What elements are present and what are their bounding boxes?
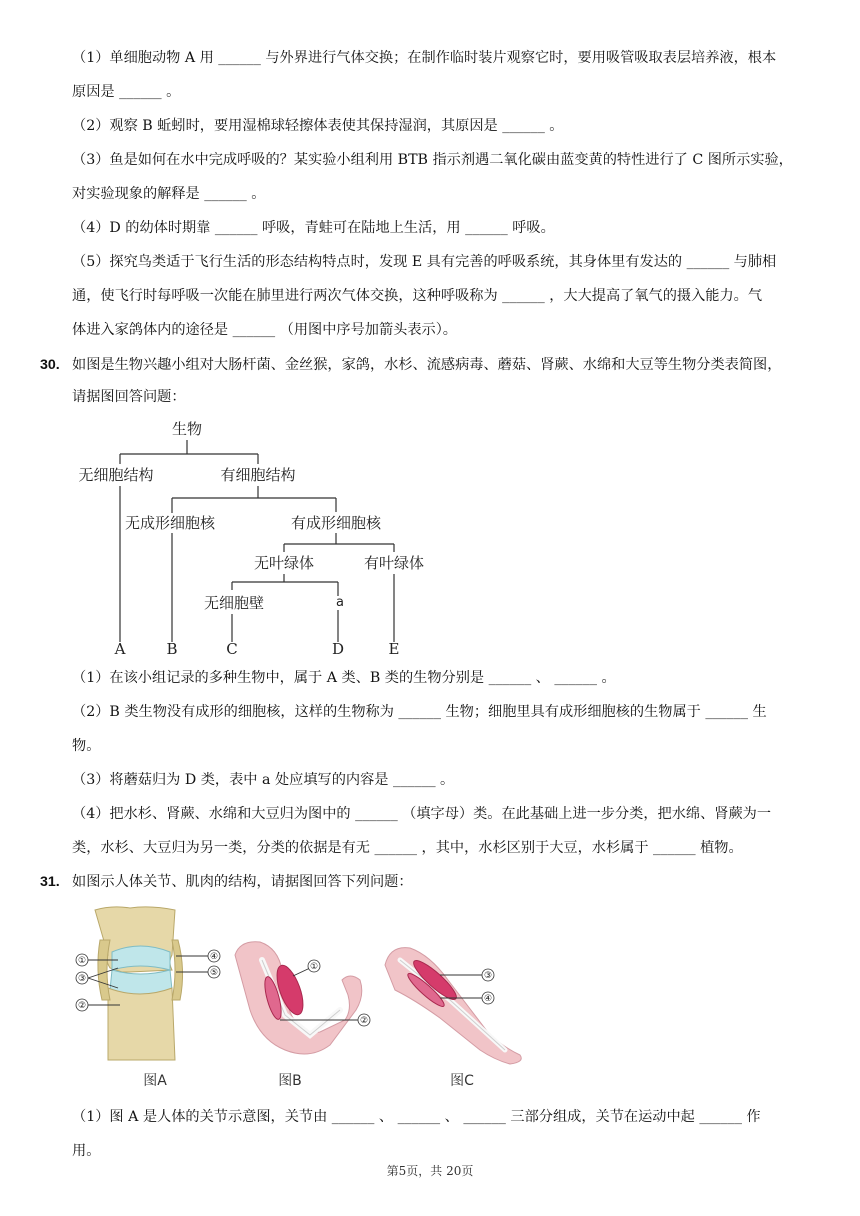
tree-leaf-a: A	[114, 640, 126, 658]
q31-part1-line1: （1）图 A 是人体的关节示意图，关节由 ______ 、 ______ 、 ______ 三部分组成，关节在运动中起 ______ 作	[72, 1109, 761, 1125]
fig-b-label-1: ①	[309, 962, 319, 972]
tree-leaf-e: E	[388, 640, 400, 658]
tree-node-no-nucleus: 无成形细胞核	[124, 514, 216, 532]
classification-tree-diagram	[0, 410, 860, 660]
q31-stem: 如图示人体关节、肌肉的结构，请据图回答下列问题：	[72, 874, 413, 890]
tree-leaf-d: D	[331, 640, 345, 658]
fig-a-label-5: ⑤	[209, 968, 219, 978]
q30-part3: （3）将蘑菇归为 D 类，表中 a 处应填写的内容是 ______ 。	[72, 772, 455, 788]
q30-stem-line2: 请据图回答问题：	[72, 389, 186, 405]
q29-part1-line2: 原因是 ______ 。	[72, 84, 181, 100]
fig-a-label-2: ②	[77, 1001, 87, 1011]
tree-node-a: a	[336, 595, 344, 610]
q29-part3-line1: （3）鱼是如何在水中完成呼吸的？某实验小组利用 BTB 指示剂遇二氧化碳由蓝变黄的特性进行了 C 图所示实验，	[72, 152, 793, 168]
fig-c-label-4: ④	[483, 994, 493, 1004]
fig-c-label-3: ③	[483, 971, 493, 981]
q31-part1-line2: 用。	[72, 1143, 101, 1159]
joint-muscle-figures	[0, 900, 860, 1095]
q29-part5-line1: （5）探究鸟类适于飞行生活的形态结构特点时，发现 E 具有完善的呼吸系统，其身体里有发达的 ______ 与肺相	[72, 254, 777, 270]
fig-a-label-4: ④	[209, 952, 219, 962]
tree-node-no-chloroplast: 无叶绿体	[253, 554, 315, 572]
q29-part4: （4）D 的幼体时期靠 ______ 呼吸，青蛙可在陆地上生活，用 ______ 呼吸。	[72, 220, 555, 236]
tree-node-has-cell-structure: 有细胞结构	[220, 466, 296, 484]
tree-leaf-c: C	[226, 640, 238, 658]
figure-c-extended-arm	[385, 948, 521, 1089]
q31-number: 31.	[40, 874, 60, 890]
fig-a-label-1: ①	[77, 956, 87, 966]
q30-stem-line1: 如图是生物兴趣小组对大肠杆菌、金丝猴，家鸽，水杉、流感病毒、蘑菇、肾蕨、水绵和大豆等生物分类表简图，	[72, 357, 782, 373]
q29-part3-line2: 对实验现象的解释是 ______ 。	[72, 186, 266, 202]
fig-a-label-3: ③	[77, 974, 87, 984]
tree-node-has-chloroplast: 有叶绿体	[363, 554, 425, 572]
q30-part4-line2: 类，水杉、大豆归为另一类，分类的依据是有无 ______ ，其中，水杉区别于大豆，水杉属于 ______ 植物。	[72, 840, 743, 856]
q29-part1-line1: （1）单细胞动物 A 用 ______ 与外界进行气体交换；在制作临时装片观察它时，要用吸管吸取表层培养液，根本	[72, 50, 777, 66]
q30-part2-line1: （2）B 类生物没有成形的细胞核，这样的生物称为 ______ 生物；细胞里具有成形细胞核的生物属于 ______ 生	[72, 704, 767, 720]
fig-a-caption: 图A	[143, 1073, 167, 1089]
q29-part2: （2）观察 B 蚯蚓时，要用湿棉球轻擦体表使其保持湿润，其原因是 ______ 。	[72, 118, 564, 134]
tree-node-no-cell-structure: 无细胞结构	[78, 466, 154, 484]
tree-node-no-cell-wall: 无细胞壁	[203, 594, 265, 612]
tree-leaf-b: B	[166, 640, 178, 658]
fig-b-label-2: ②	[359, 1016, 369, 1026]
figure-b-flexed-arm	[235, 942, 370, 1089]
tree-node-root: 生物	[171, 420, 203, 438]
figure-a-joint	[76, 907, 220, 1089]
page-footer: 第5页，共 20页	[386, 1164, 474, 1178]
q30-number: 30.	[40, 357, 60, 373]
tree-node-has-nucleus: 有成形细胞核	[290, 514, 382, 532]
q29-part5-line2: 通，使飞行时每呼吸一次能在肺里进行两次气体交换，这种呼吸称为 ______ ，大大提高了氧气的摄入能力。气	[72, 288, 763, 304]
q30-part1: （1）在该小组记录的多种生物中，属于 A 类、B 类的生物分别是 ______ 、 ______ 。	[72, 670, 616, 686]
fig-c-caption: 图C	[450, 1073, 474, 1089]
q29-part5-line3: 体进入家鸽体内的途径是 ______ （用图中序号加箭头表示）。	[72, 322, 457, 338]
q30-part4-line1: （4）把水杉、肾蕨、水绵和大豆归为图中的 ______ （填字母）类。在此基础上进一步分类，把水绵、肾蕨为一	[72, 806, 772, 822]
fig-b-caption: 图B	[278, 1073, 302, 1089]
q30-part2-line2: 物。	[72, 738, 101, 754]
